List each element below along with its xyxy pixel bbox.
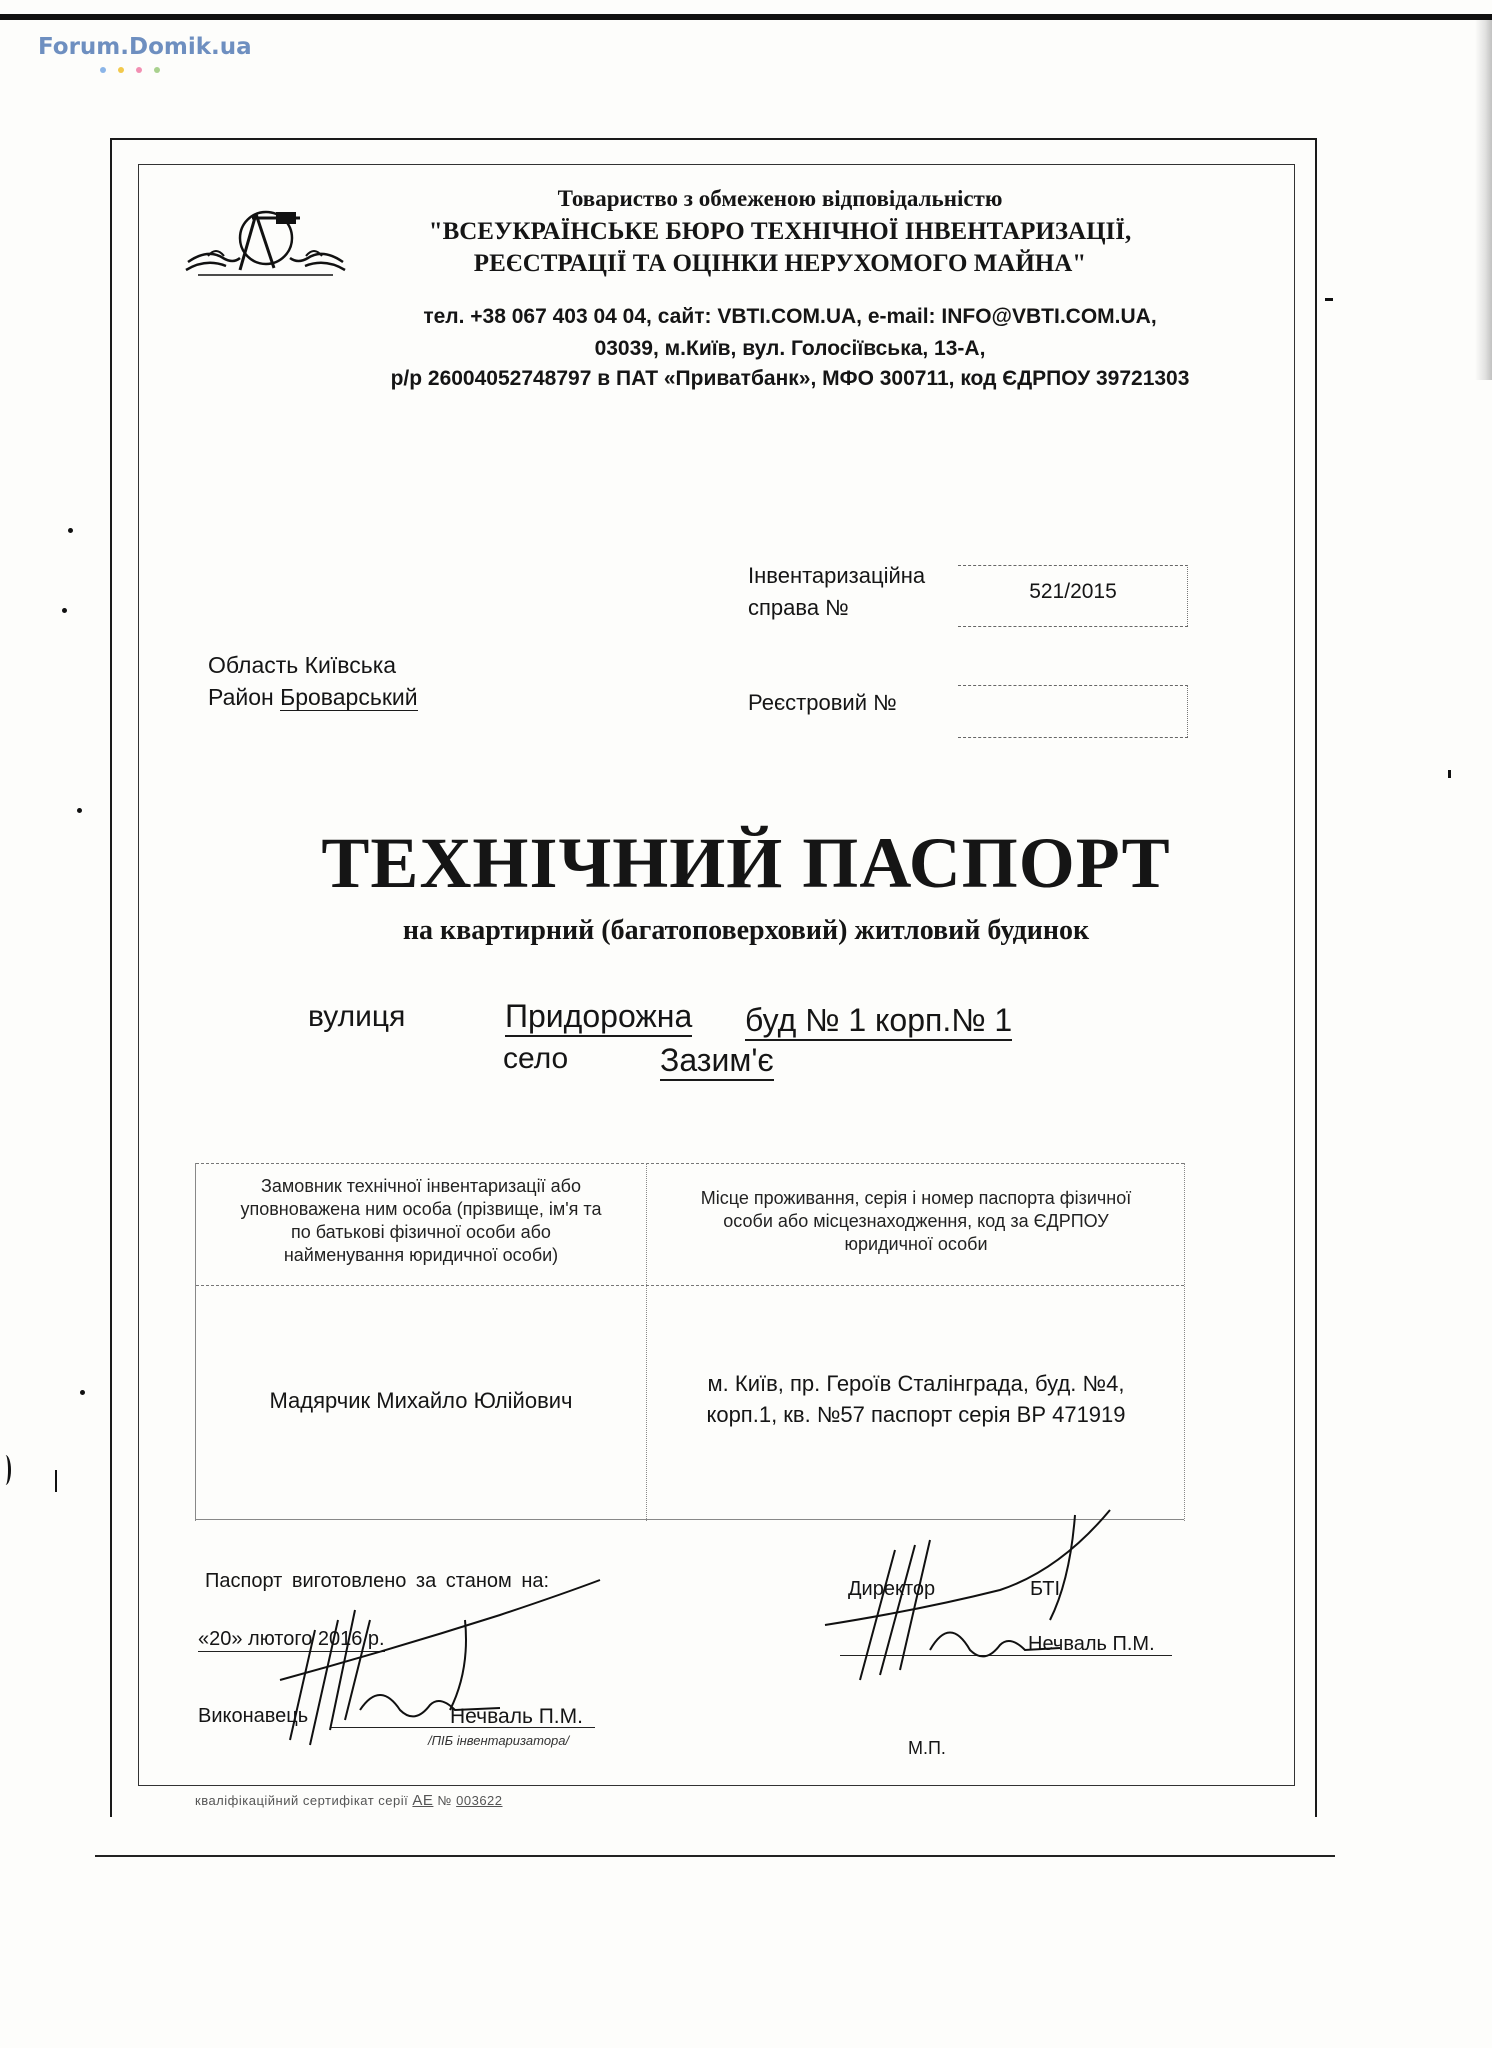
contacts-line-3: р/р 26004052748797 в ПАТ «Приватбанк», МФО 300711, код ЄДРПОУ 39721303 [390,367,1190,390]
village-label: село [503,1042,569,1075]
watermark-dot [154,67,160,73]
org-line-3: РЕЄСТРАЦІЇ ТА ОЦІНКИ НЕРУХОМОГО МАЙНА" [473,250,1087,277]
district-line [208,684,418,711]
executor-caption: /ПІБ інвентаризатора/ [428,1733,570,1748]
prepared-label: Паспорт виготовлено за станом на: [205,1570,550,1592]
contacts-line-1: тел. +38 067 403 04 04, сайт: VBTI.COM.UA, e-mail: INFO@VBTI.COM.UA, [423,305,1157,328]
certificate-no-label: № [437,1793,452,1808]
director-label: Директор [848,1578,936,1600]
col1-header-line: Замовник технічної інвентаризації або [261,1176,581,1196]
executor-name: Нечваль П.М. [450,1705,583,1728]
col1-header-line: уповноважена ним особа (прізвище, ім'я та [240,1199,602,1219]
scan-speck [80,1390,85,1395]
customer-address-line: корп.1, кв. №57 паспорт серія ВР 471919 [706,1402,1126,1427]
region-line: Область Київська [208,652,397,678]
register-box-right [1187,685,1188,737]
inventory-number: 521/2015 [1029,580,1117,603]
document-subtitle: на квартирний (багатоповерховий) житловий будинок [402,915,1090,946]
register-box-bottom [958,737,1188,738]
district-label: Район [208,684,274,710]
bti-label: БТІ [1030,1578,1060,1600]
scan-speck [68,528,73,533]
watermark-dot [136,67,142,73]
bottom-rule [95,1855,1335,1857]
watermark-dot [118,67,124,73]
inner-frame [138,164,1295,1786]
org-line-1: Товариство з обмеженою відповідальністю [557,186,1003,211]
col2-header-line: юридичної особи [844,1234,988,1254]
col1-header [206,1175,636,1267]
col2-header-line: особи або місцезнаходження, код за ЄДРПОУ [723,1211,1109,1231]
document-title: ТЕХНІЧНИЙ ПАСПОРТ [321,823,1171,903]
executor-signature [270,1560,610,1760]
prepared-date: «20» лютого 2016 р. [198,1628,385,1650]
executor-label: Виконавець [198,1705,309,1727]
scan-speck [62,608,67,613]
customer-address [656,1368,1176,1430]
col1-header-line: найменування юридичної особи) [283,1245,559,1265]
contacts-line-2: 03039, м.Київ, вул. Голосіївська, 13-А, [594,337,986,360]
stamp-place: М.П. [908,1738,946,1758]
certificate-label: кваліфікаційний сертифікат серії [195,1793,409,1808]
register-box-top [958,685,1188,686]
table-top-rule [196,1163,1184,1164]
district-value: Броварський [280,684,418,710]
village-value: Зазим'є [660,1042,774,1081]
director-name: Нечваль П.М. [1028,1633,1155,1655]
street-value: Придорожна [505,998,692,1037]
col1-header-line: по батькові фізичної особи або [291,1222,551,1242]
table-column-divider [646,1163,647,1521]
scan-speck [1325,298,1333,301]
inventory-label-1: Інвентаризаційна [748,563,926,588]
col2-header [656,1187,1176,1256]
watermark-dot [100,67,106,73]
col2-header-line: Місце проживання, серія і номер паспорта фізичної [700,1188,1132,1208]
inventory-label-2: справа № [748,595,849,620]
org-line-2: "ВСЕУКРАЇНСЬКЕ БЮРО ТЕХНІЧНОЇ ІНВЕНТАРИЗАЦІЇ, [428,218,1132,245]
table-header-rule [196,1285,1184,1286]
scan-mark [55,1470,57,1492]
street-label: вулиця [308,1000,406,1033]
watermark-dots [100,60,172,78]
director-signature [820,1500,1120,1700]
scan-top-edge [0,14,1492,20]
certificate-series: АЕ [412,1792,434,1809]
register-label: Реєстровий № [748,690,897,715]
inventory-box-top [958,565,1188,566]
scan-speck [77,808,82,813]
customer-address-line: м. Київ, пр. Героїв Сталінграда, буд. №4, [707,1371,1125,1396]
certificate-line [195,1792,503,1809]
customer-name: Мадярчик Михайло Юлійович [269,1388,573,1413]
certificate-number: 003622 [456,1793,503,1808]
watermark: Forum.Domik.ua [38,34,252,60]
inventory-box-bottom [958,626,1188,627]
scan-speck [1448,770,1451,778]
building-value: буд № 1 корп.№ 1 [745,1002,1012,1041]
scan-mark [0,1455,11,1485]
compass-logo [178,200,353,285]
customer-table [195,1163,1185,1521]
scan-right-edge [1475,20,1492,380]
